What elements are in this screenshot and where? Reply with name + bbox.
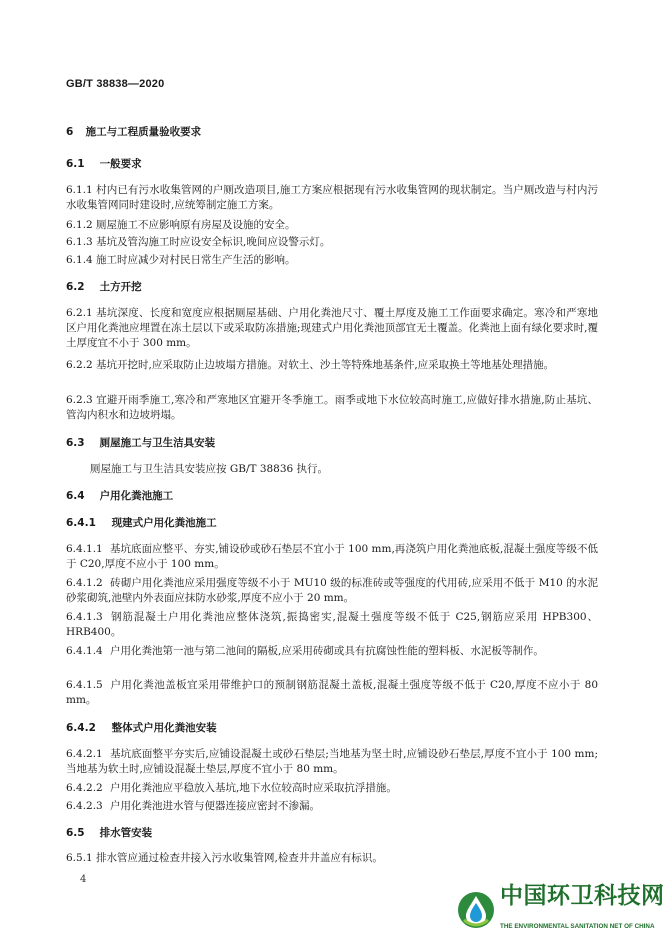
heading-title: 整体式户用化粪池安装 <box>111 722 217 734</box>
page-number: 4 <box>80 874 87 885</box>
heading-number: 6.4.1 <box>66 517 96 529</box>
clause-6-4-1-4 <box>66 644 598 659</box>
heading-title: 排水管安装 <box>99 827 153 839</box>
clause-text: 户用化粪池进水管与便器连接应密封不渗漏。 <box>110 800 320 812</box>
clause-6-5-1 <box>66 851 598 866</box>
heading-title: 一般要求 <box>99 158 142 170</box>
clause-6-1-4 <box>66 253 598 268</box>
heading-number: 6.4 <box>66 490 85 502</box>
clause-number: 6.4.1.2 <box>66 577 103 589</box>
heading-6-4-2 <box>66 721 217 736</box>
clause-text: 砖砌户用化粪池应采用强度等级不小于 MU10 级的标准砖或等强度的代用砖,应采用不低于 M10 的水泥砂浆砌筑,池壁内外表面应抹防水砂浆,厚度不应小于 20 mm。 <box>66 577 598 604</box>
clause-6-4-2-3 <box>66 799 598 814</box>
section-heading-6 <box>66 125 201 140</box>
clause-number: 6.1.2 <box>66 219 93 231</box>
clause-6-4-2-1 <box>66 747 598 777</box>
section-number: 6 <box>66 126 74 138</box>
heading-number: 6.4.2 <box>66 722 96 734</box>
clause-6-1-1 <box>66 183 598 213</box>
heading-number: 6.2 <box>66 281 85 293</box>
heading-number: 6.3 <box>66 437 85 449</box>
heading-title: 厕屋施工与卫生洁具安装 <box>99 437 216 449</box>
heading-6-1 <box>66 157 142 172</box>
clause-text: 施工时应减少对村民日常生产生活的影响。 <box>96 254 296 266</box>
clause-text: 户用化粪池盖板宜采用带维护口的预制钢筋混凝土盖板,混凝土强度等级不低于 C20,厚度不应小于 80 mm。 <box>66 679 598 706</box>
clause-6-4-1-5 <box>66 678 598 708</box>
clause-6-1-2 <box>66 218 598 233</box>
clause-text: 基坑及管沟施工时应设安全标识,晚间应设警示灯。 <box>96 236 331 248</box>
clause-number: 6.2.2 <box>66 359 93 371</box>
clause-6-4-2-2 <box>66 781 598 796</box>
clause-text: 村内已有污水收集管网的户厕改造项目,施工方案应根据现有污水收集管网的现状制定。当户厕改造与村内污水收集管网同时建设时,应统筹制定施工方案。 <box>66 184 598 211</box>
clause-text: 排水管应通过检查井接入污水收集管网,检查井井盖应有标识。 <box>96 852 383 864</box>
clause-number: 6.4.2.3 <box>66 800 103 812</box>
clause-text: 基坑底面应整平、夯实,铺设砂或砂石垫层不宜小于 100 mm,再浇筑户用化粪池底板,混凝土强度等级不低于 C20,厚度不应小于 100 mm。 <box>66 543 598 570</box>
clause-number: 6.5.1 <box>66 852 93 864</box>
clause-number: 6.1.4 <box>66 254 93 266</box>
clause-number: 6.4.2.1 <box>66 748 103 760</box>
clause-text: 基坑开挖时,应采取防止边坡塌方措施。对软土、沙土等特殊地基条件,应采取换土等地基处理措施。 <box>96 359 555 371</box>
clause-number: 6.4.1.4 <box>66 645 103 657</box>
clause-text: 厕屋施工不应影响原有房屋及设施的安全。 <box>96 219 296 231</box>
clause-6-2-3 <box>66 393 598 423</box>
clause-number: 6.1.3 <box>66 236 93 248</box>
clause-text: 户用化粪池第一池与第二池间的隔板,应采用砖砌或具有抗腐蚀性能的塑料板、水泥板等制作。 <box>110 645 544 657</box>
section-title: 施工与工程质量验收要求 <box>85 126 202 138</box>
clause-6-2-2 <box>66 358 598 373</box>
clause-text: 基坑底面整平夯实后,应铺设混凝土或砂石垫层;当地基为坚土时,应铺设砂石垫层,厚度不宜小于 100 mm;当地基为软土时,应铺设混凝土垫层,厚度不宜小于 80 mm。 <box>66 748 598 775</box>
clause-6-3-text <box>90 462 598 477</box>
clause-text: 基坑深度、长度和宽度应根据厕屋基础、户用化粪池尺寸、覆土厚度及施工工作面要求确定。寒冷和严寒地区户用化粪池应埋置在冻土层以下或采取防冻措施;现建式户用化粪池顶部宜无土覆盖。化粪池上面有绿化要求时,覆土厚度宜不小于 300 mm。 <box>66 307 598 349</box>
clause-6-1-3 <box>66 235 598 250</box>
clause-number: 6.1.1 <box>66 184 93 196</box>
watermark-drop-icon <box>456 890 496 930</box>
watermark-english-text: THE ENVIRONMENTAL SANITATION NET OF CHINA <box>500 923 655 930</box>
clause-number: 6.4.1.5 <box>66 679 103 691</box>
heading-number: 6.1 <box>66 158 85 170</box>
heading-title: 户用化粪池施工 <box>99 490 174 502</box>
clause-text: 户用化粪池应平稳放入基坑,地下水位较高时应采取抗浮措施。 <box>110 782 397 794</box>
clause-text: 厕屋施工与卫生洁具安装应按 GB/T 38836 执行。 <box>90 463 329 475</box>
clause-number: 6.4.1.1 <box>66 543 103 555</box>
heading-number: 6.5 <box>66 827 85 839</box>
watermark-logo <box>456 883 665 932</box>
clause-text: 宜避开雨季施工,寒冷和严寒地区宜避开冬季施工。雨季或地下水位较高时施工,应做好排水措施,防止基坑、管沟内积水和边坡坍塌。 <box>66 394 598 421</box>
standard-code: GB/T 38838—2020 <box>66 78 165 90</box>
clause-number: 6.4.2.2 <box>66 782 103 794</box>
clause-6-2-1 <box>66 306 598 351</box>
heading-6-3 <box>66 436 215 451</box>
clause-text: 钢筋混凝土户用化粪池应整体浇筑,振捣密实,混凝土强度等级不低于 C25,钢筋应采用 HPB300、HRB400。 <box>66 611 598 638</box>
clause-6-4-1-3 <box>66 610 598 640</box>
heading-6-2 <box>66 280 142 295</box>
heading-6-4 <box>66 489 173 504</box>
clause-6-4-1-2 <box>66 576 598 606</box>
clause-number: 6.4.1.3 <box>66 611 103 623</box>
watermark-chinese-text: 中国环卫科技网 <box>500 883 665 909</box>
heading-6-4-1 <box>66 516 217 531</box>
heading-title: 土方开挖 <box>99 281 142 293</box>
clause-number: 6.2.1 <box>66 307 93 319</box>
heading-6-5 <box>66 826 152 841</box>
clause-number: 6.2.3 <box>66 394 93 406</box>
heading-title: 现建式户用化粪池施工 <box>111 517 217 529</box>
clause-6-4-1-1 <box>66 542 598 572</box>
